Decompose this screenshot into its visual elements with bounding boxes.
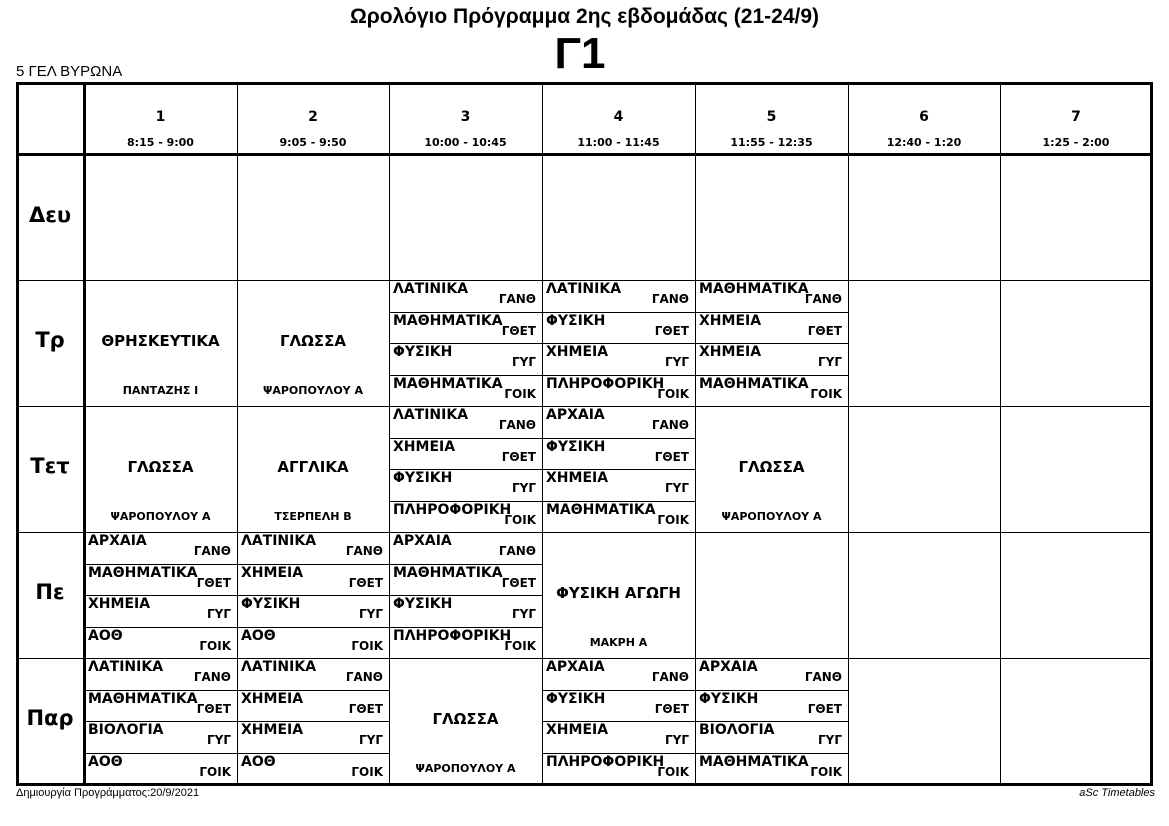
group-code: ΓΥΓ: [512, 607, 536, 621]
group-subject: ΑΟΘ: [241, 627, 276, 644]
lesson-teacher: ΜΑΚΡΗ Α: [589, 636, 648, 649]
lesson-teacher: ΨΑΡΟΠΟΥΛΟΥ Α: [415, 762, 516, 775]
group-code: ΓΥΓ: [512, 481, 536, 495]
lesson-teacher: ΨΑΡΟΠΟΥΛΟΥ Α: [721, 510, 822, 523]
group-code: ΓΥΓ: [512, 355, 536, 369]
group-code: ΓΑΝΘ: [498, 292, 536, 306]
lesson-group-slot[interactable]: [237, 627, 389, 659]
group-code: ΓΘΕΤ: [501, 575, 536, 590]
lesson-group-slot[interactable]: [542, 343, 695, 375]
group-code: ΓΟΙΚ: [199, 638, 231, 653]
group-subject: ΑΟΘ: [241, 753, 276, 770]
lesson-group-slot[interactable]: [542, 438, 695, 470]
lesson-group-slot[interactable]: [542, 469, 695, 501]
period-number: 5: [766, 109, 777, 125]
lesson-group-slot[interactable]: [84, 753, 237, 785]
group-code: ΓΥΓ: [665, 355, 689, 369]
group-code: ΓΟΙΚ: [504, 512, 536, 527]
group-subject: ΜΑΘΗΜΑΤΙΚΑ: [88, 564, 198, 581]
group-subject: ΑΡΧΑΙΑ: [546, 659, 605, 675]
group-subject: ΧΗΜΕΙΑ: [546, 470, 609, 486]
group-subject: ΧΗΜΕΙΑ: [88, 596, 151, 612]
lesson-group-slot[interactable]: [542, 690, 695, 722]
group-code: ΓΥΓ: [665, 481, 689, 495]
creation-date: Δημιουργία Προγράμματος:20/9/2021: [16, 787, 200, 799]
lesson-group-slot[interactable]: [389, 469, 542, 501]
period-time: 9:05 - 9:50: [279, 136, 347, 149]
lesson-group-slot[interactable]: [237, 690, 389, 722]
group-code: ΓΘΕΤ: [654, 323, 689, 338]
group-code: ΓΟΙΚ: [810, 764, 842, 779]
group-subject: ΧΗΜΕΙΑ: [699, 344, 762, 360]
period-number: 1: [155, 109, 166, 125]
group-code: ΓΟΙΚ: [351, 638, 383, 653]
group-code: ΓΟΙΚ: [810, 386, 842, 401]
group-subject: ΑΡΧΑΙΑ: [546, 407, 605, 423]
group-subject: ΧΗΜΕΙΑ: [241, 564, 304, 581]
lesson-teacher: ΤΣΕΡΠΕΛΗ Β: [274, 510, 352, 523]
group-code: ΓΟΙΚ: [657, 386, 689, 401]
lesson-group-slot[interactable]: [389, 312, 542, 344]
group-code: ΓΑΝΘ: [498, 418, 536, 432]
group-subject: ΜΑΘΗΜΑΤΙΚΑ: [699, 753, 809, 770]
group-subject: ΦΥΣΙΚΗ: [241, 596, 301, 612]
group-code: ΓΘΕΤ: [807, 323, 842, 338]
period-number: 7: [1071, 109, 1081, 125]
group-subject: ΠΛΗΡΟΦΟΡΙΚΗ: [546, 753, 665, 770]
lesson-group-slot[interactable]: [389, 406, 542, 438]
lesson-subject: ΓΛΩΣΣΑ: [127, 458, 194, 476]
group-subject: ΑΟΘ: [88, 753, 123, 770]
period-time: 11:00 - 11:45: [577, 136, 660, 149]
group-subject: ΦΥΣΙΚΗ: [393, 470, 453, 486]
group-code: ΓΥΓ: [818, 355, 842, 369]
lesson-cell[interactable]: [84, 406, 237, 532]
lesson-teacher: ΠΑΝΤΑΖΗΣ Ι: [122, 384, 199, 397]
lesson-group-slot[interactable]: [695, 280, 848, 312]
group-code: ΓΥΓ: [818, 733, 842, 747]
group-code: ΓΑΝΘ: [804, 292, 842, 306]
group-subject: ΧΗΜΕΙΑ: [546, 722, 609, 738]
lesson-group-slot[interactable]: [237, 753, 389, 785]
lesson-subject: ΦΥΣΙΚΗ ΑΓΩΓΗ: [556, 584, 681, 602]
group-subject: ΛΑΤΙΝΙΚΑ: [241, 659, 317, 675]
group-code: ΓΟΙΚ: [657, 512, 689, 527]
group-subject: ΦΥΣΙΚΗ: [699, 690, 759, 707]
group-subject: ΧΗΜΕΙΑ: [241, 690, 304, 707]
group-code: ΓΑΝΘ: [345, 544, 383, 558]
lesson-group-slot[interactable]: [237, 564, 389, 596]
period-number: 3: [460, 109, 471, 125]
class-name: Γ1: [554, 29, 606, 78]
group-subject: ΜΑΘΗΜΑΤΙΚΑ: [699, 281, 809, 297]
group-code: ΓΘΕΤ: [196, 575, 231, 590]
lesson-group-slot[interactable]: [84, 532, 237, 564]
lesson-group-slot[interactable]: [389, 564, 542, 596]
lesson-cell[interactable]: [84, 280, 237, 406]
group-subject: ΑΡΧΑΙΑ: [88, 533, 147, 549]
lesson-group-slot[interactable]: [84, 658, 237, 690]
lesson-subject: ΘΡΗΣΚΕΥΤΙΚΑ: [101, 332, 220, 350]
group-code: ΓΟΙΚ: [351, 764, 383, 779]
lesson-subject: ΓΛΩΣΣΑ: [279, 332, 347, 350]
lesson-group-slot[interactable]: [389, 375, 542, 407]
lesson-group-slot[interactable]: [84, 690, 237, 722]
group-code: ΓΘΕΤ: [196, 701, 231, 716]
group-code: ΓΘΕΤ: [501, 323, 536, 338]
group-code: ΓΥΓ: [207, 607, 231, 621]
lesson-group-slot[interactable]: [542, 312, 695, 344]
group-subject: ΧΗΜΕΙΑ: [699, 312, 762, 329]
lesson-group-slot[interactable]: [695, 753, 848, 785]
group-code: ΓΟΙΚ: [504, 386, 536, 401]
lesson-group-slot[interactable]: [542, 753, 695, 785]
lesson-group-slot[interactable]: [542, 721, 695, 753]
group-subject: ΛΑΤΙΝΙΚΑ: [393, 281, 469, 297]
group-code: ΓΟΙΚ: [199, 764, 231, 779]
group-code: ΓΑΝΘ: [804, 670, 842, 684]
period-time: 1:25 - 2:00: [1042, 136, 1110, 149]
lesson-group-slot[interactable]: [237, 532, 389, 564]
group-subject: ΦΥΣΙΚΗ: [546, 438, 606, 455]
group-subject: ΠΛΗΡΟΦΟΡΙΚΗ: [393, 501, 512, 518]
lesson-group-slot[interactable]: [542, 658, 695, 690]
group-subject: ΦΥΣΙΚΗ: [393, 596, 453, 612]
group-code: ΓΘΕΤ: [807, 701, 842, 716]
group-code: ΓΑΝΘ: [651, 292, 689, 306]
lesson-group-slot[interactable]: [695, 721, 848, 753]
group-code: ΓΘΕΤ: [501, 449, 536, 464]
group-subject: ΛΑΤΙΝΙΚΑ: [241, 533, 317, 549]
group-subject: ΜΑΘΗΜΑΤΙΚΑ: [546, 501, 656, 518]
lesson-group-slot[interactable]: [695, 375, 848, 407]
group-subject: ΛΑΤΙΝΙΚΑ: [546, 281, 622, 297]
group-subject: ΛΑΤΙΝΙΚΑ: [393, 407, 469, 423]
lesson-cell[interactable]: [389, 658, 542, 784]
group-subject: ΑΟΘ: [88, 627, 123, 644]
period-time: 8:15 - 9:00: [127, 136, 194, 149]
group-subject: ΧΗΜΕΙΑ: [241, 722, 304, 738]
lesson-group-slot[interactable]: [84, 627, 237, 659]
page-title: Ωρολόγιο Πρόγραμμα 2ης εβδομάδας (21-24/9): [349, 5, 820, 28]
lesson-group-slot[interactable]: [695, 658, 848, 690]
lesson-group-slot[interactable]: [695, 343, 848, 375]
group-subject: ΛΑΤΙΝΙΚΑ: [88, 659, 164, 675]
lesson-subject: ΑΓΓΛΙΚΑ: [277, 458, 349, 476]
lesson-cell[interactable]: [237, 406, 389, 532]
group-subject: ΒΙΟΛΟΓΙΑ: [699, 722, 775, 738]
group-subject: ΧΗΜΕΙΑ: [546, 344, 609, 360]
lesson-subject: ΓΛΩΣΣΑ: [432, 710, 499, 728]
period-number: 6: [919, 109, 929, 125]
group-code: ΓΘΕΤ: [348, 701, 383, 716]
group-subject: ΠΛΗΡΟΦΟΡΙΚΗ: [546, 375, 665, 392]
group-subject: ΧΗΜΕΙΑ: [393, 438, 456, 455]
school-name: 5 ΓΕΛ ΒΥΡΩΝΑ: [16, 63, 123, 80]
group-subject: ΜΑΘΗΜΑΤΙΚΑ: [393, 564, 503, 581]
group-subject: ΦΥΣΙΚΗ: [393, 344, 453, 360]
group-code: ΓΟΙΚ: [504, 638, 536, 653]
group-subject: ΒΙΟΛΟΓΙΑ: [88, 722, 164, 738]
group-subject: ΜΑΘΗΜΑΤΙΚΑ: [88, 690, 198, 707]
lesson-group-slot[interactable]: [542, 406, 695, 438]
lesson-group-slot[interactable]: [237, 721, 389, 753]
lesson-cell[interactable]: [237, 280, 389, 406]
lesson-group-slot[interactable]: [84, 564, 237, 596]
group-code: ΓΥΓ: [207, 733, 231, 747]
day-label: Παρ: [26, 706, 74, 730]
group-code: ΓΑΝΘ: [193, 544, 231, 558]
lesson-group-slot[interactable]: [389, 595, 542, 627]
group-code: ΓΥΓ: [665, 733, 689, 747]
lesson-cell[interactable]: [542, 532, 695, 658]
group-subject: ΦΥΣΙΚΗ: [546, 690, 606, 707]
period-time: 12:40 - 1:20: [886, 136, 962, 149]
day-label: Πε: [35, 580, 65, 604]
group-subject: ΑΡΧΑΙΑ: [699, 659, 758, 675]
software-credit: aSc Timetables: [1079, 787, 1155, 799]
group-code: ΓΥΓ: [359, 733, 383, 747]
group-code: ΓΥΓ: [359, 607, 383, 621]
group-subject: ΑΡΧΑΙΑ: [393, 533, 452, 549]
group-code: ΓΘΕΤ: [348, 575, 383, 590]
group-code: ΓΑΝΘ: [193, 670, 231, 684]
group-subject: ΜΑΘΗΜΑΤΙΚΑ: [699, 375, 809, 392]
lesson-group-slot[interactable]: [695, 690, 848, 722]
group-code: ΓΟΙΚ: [657, 764, 689, 779]
lesson-group-slot[interactable]: [237, 595, 389, 627]
group-code: ΓΘΕΤ: [654, 701, 689, 716]
group-subject: ΜΑΘΗΜΑΤΙΚΑ: [393, 375, 503, 392]
lesson-teacher: ΨΑΡΟΠΟΥΛΟΥ Α: [263, 384, 363, 397]
group-code: ΓΑΝΘ: [498, 544, 536, 558]
lesson-subject: ΓΛΩΣΣΑ: [738, 458, 805, 476]
day-label: Δευ: [28, 203, 72, 227]
period-number: 2: [308, 109, 318, 125]
lesson-group-slot[interactable]: [389, 280, 542, 312]
lesson-group-slot[interactable]: [84, 721, 237, 753]
group-code: ΓΑΝΘ: [651, 418, 689, 432]
day-label: Τετ: [30, 454, 70, 478]
lesson-group-slot[interactable]: [389, 532, 542, 564]
lesson-group-slot[interactable]: [84, 595, 237, 627]
day-label: Τρ: [35, 328, 65, 352]
group-code: ΓΘΕΤ: [654, 449, 689, 464]
period-time: 10:00 - 10:45: [424, 136, 507, 149]
lesson-group-slot[interactable]: [389, 501, 542, 533]
lesson-group-slot[interactable]: [237, 658, 389, 690]
lesson-group-slot[interactable]: [542, 501, 695, 533]
lesson-group-slot[interactable]: [542, 375, 695, 407]
group-subject: ΜΑΘΗΜΑΤΙΚΑ: [393, 312, 503, 329]
group-code: ΓΑΝΘ: [651, 670, 689, 684]
period-number: 4: [613, 109, 624, 125]
lesson-cell[interactable]: [695, 406, 848, 532]
group-subject: ΠΛΗΡΟΦΟΡΙΚΗ: [393, 627, 512, 644]
lesson-group-slot[interactable]: [389, 627, 542, 659]
group-code: ΓΑΝΘ: [345, 670, 383, 684]
lesson-group-slot[interactable]: [389, 343, 542, 375]
period-time: 11:55 - 12:35: [730, 136, 813, 149]
lesson-group-slot[interactable]: [542, 280, 695, 312]
group-subject: ΦΥΣΙΚΗ: [546, 312, 606, 329]
lesson-group-slot[interactable]: [695, 312, 848, 344]
lesson-group-slot[interactable]: [389, 438, 542, 470]
lesson-teacher: ΨΑΡΟΠΟΥΛΟΥ Α: [110, 510, 211, 523]
